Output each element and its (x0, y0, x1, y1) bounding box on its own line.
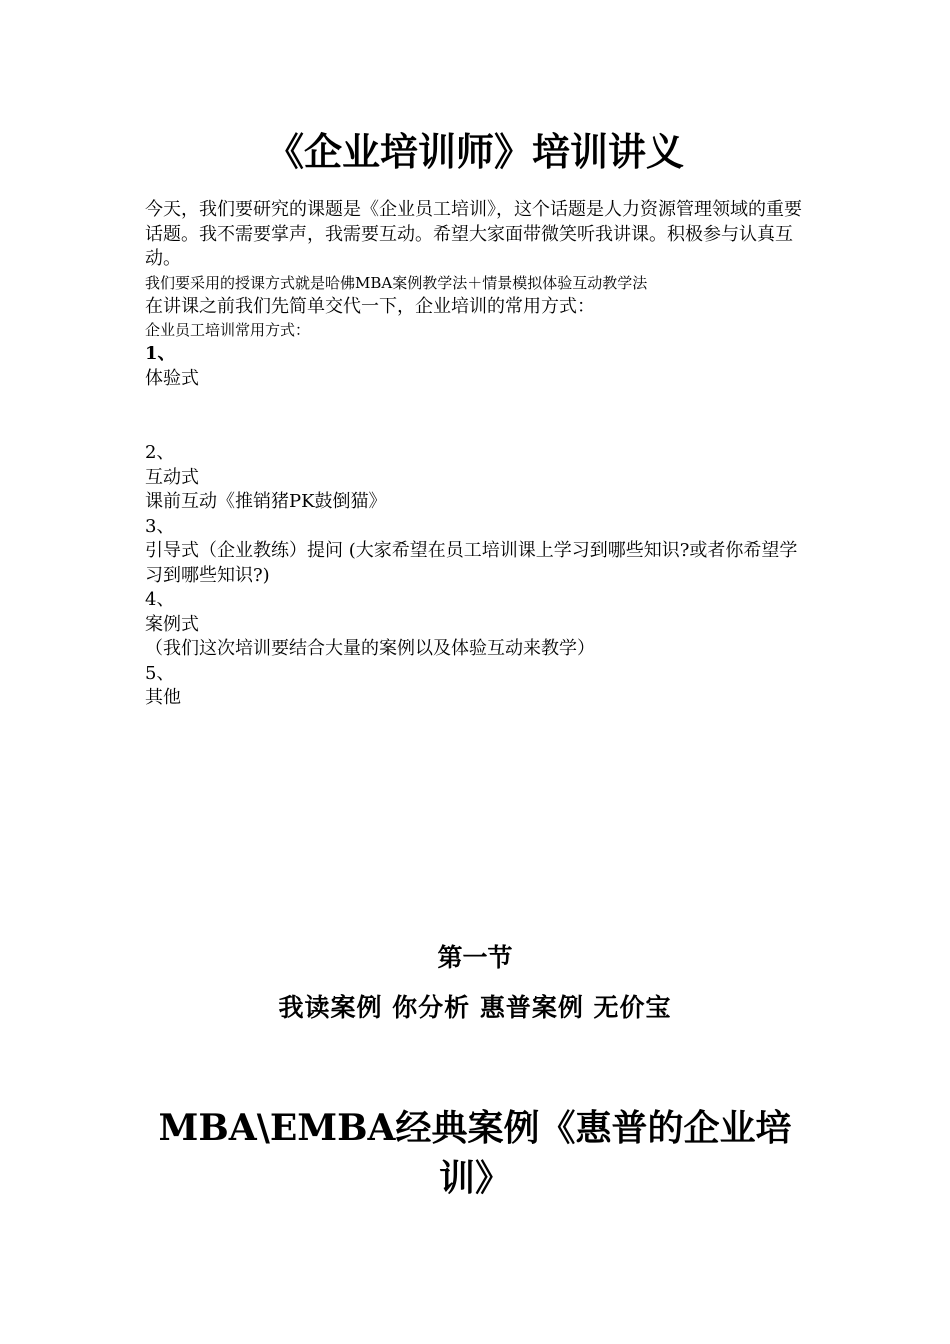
document-body (145, 198, 810, 711)
list-number-1: 1、 (145, 343, 176, 364)
list-number-4: 4、 (145, 589, 175, 610)
document-title: 《企业培训师》培训讲义 (265, 129, 684, 174)
spacer (145, 391, 810, 441)
list-number-5: 5、 (145, 662, 175, 684)
section-subheading: 我读案例 你分析 惠普案例 无价宝 (278, 993, 672, 1022)
intro-paragraph: 今天，我们要研究的课题是《企业员工培训》，这个话题是人力资源管理领域的重要话题。我不需要掌声，我需要互动。希望大家面带微笑听我讲课。积极参与认真互动。 (145, 199, 802, 269)
teaching-method-paragraph: 我们要采用的授课方式就是哈佛MBA案例教学法＋情景模拟体验互动教学法 (145, 273, 648, 292)
list-number-2: 2、 (145, 442, 175, 463)
list-item-guided: 引导式（企业教练）提问 (大家希望在员工培训课上学习到哪些知识?或者你希望学习到哪些知识?) (145, 540, 798, 586)
section-heading: 第一节 (437, 943, 513, 972)
pre-class-interaction: 课前互动《推销猪PK鼓倒猫》 (145, 491, 387, 512)
list-item-case: 案例式 (145, 613, 199, 635)
list-number-3: 3、 (145, 515, 175, 537)
training-methods-intro: 在讲课之前我们先简单交代一下，企业培训的常用方式： (145, 295, 595, 317)
list-item-interactive: 互动式 (145, 466, 199, 488)
case-title: MBA\EMBA经典案例《惠普的企业培训》 (158, 1107, 792, 1199)
list-item-other: 其他 (145, 687, 181, 708)
training-methods-heading: 企业员工培训常用方式： (145, 321, 311, 339)
list-item-experiential: 体验式 (145, 367, 199, 389)
case-note: （我们这次培训要结合大量的案例以及体验互动来教学） (145, 638, 595, 659)
